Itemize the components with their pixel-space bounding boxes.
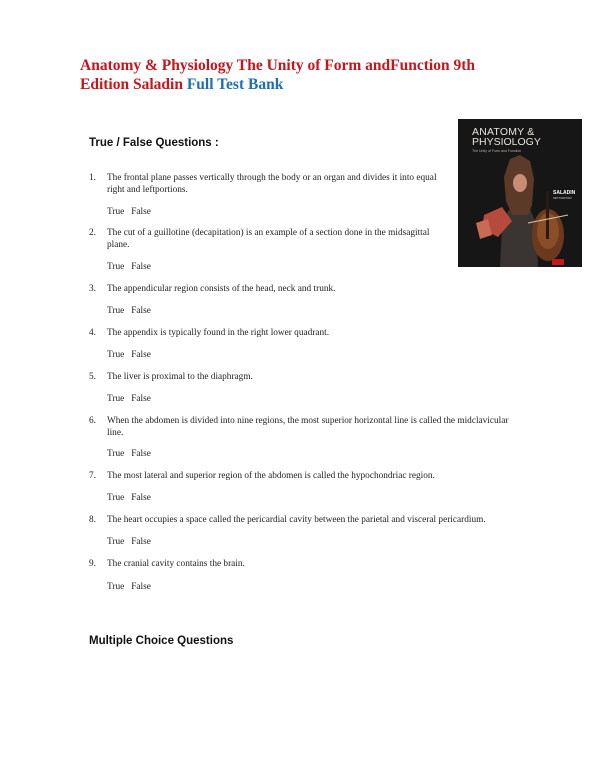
cover-author: SALADIN: [553, 190, 576, 196]
question-text: The liver is proximal to the diaphragm.: [107, 372, 253, 382]
true-false-options: True False: [107, 207, 151, 217]
section-heading-true-false: True / False Questions :: [89, 137, 219, 149]
question-line-2: line.: [107, 427, 124, 438]
question-number: 5.: [89, 372, 96, 382]
document-title: [80, 56, 500, 94]
title-line-2-red: Edition Saladin: [80, 76, 183, 93]
question-text: The appendicular region consists of the head, neck and trunk.: [107, 284, 336, 294]
true-false-options: True False: [107, 493, 151, 503]
question-line-1: The cut of a guillotine (decapitation) is an example of a section done in the midsagittal: [107, 228, 430, 238]
cover-subtitle: The Unity of Form and Function: [472, 149, 522, 153]
cover-title-line-2: PHYSIOLOGY: [472, 136, 541, 148]
question-text: The appendix is typically found in the right lower quadrant.: [107, 328, 330, 338]
question-text: The most lateral and superior region of the abdomen is called the hypochondriac region.: [107, 471, 435, 481]
cover-edition: NINTH EDITION: [553, 197, 572, 200]
question-number: 2.: [89, 228, 96, 238]
cover-title-line-1: ANATOMY &: [472, 126, 535, 138]
question-number: 3.: [89, 284, 96, 294]
question-number: 9.: [89, 559, 96, 569]
question-number: 8.: [89, 515, 96, 525]
true-false-options: True False: [107, 537, 151, 547]
book-cover-image: [458, 119, 582, 267]
question-number: 7.: [89, 471, 96, 481]
title-line-2-blue: Full Test Bank: [186, 76, 284, 93]
question-line-1: When the abdomen is divided into nine regions, the most superior horizontal line is called the midclavicular: [107, 416, 509, 426]
question-text: The heart occupies a space called the pericardial cavity between the parietal and visceral pericardium.: [107, 515, 486, 525]
question-number: 4.: [89, 328, 96, 338]
question-number: 1.: [89, 173, 96, 183]
true-false-options: True False: [107, 350, 151, 360]
question-text: [107, 173, 457, 196]
true-false-options: True False: [107, 582, 151, 592]
question-text: The cranial cavity contains the brain.: [107, 559, 245, 569]
true-false-options: True False: [107, 449, 151, 459]
true-false-options: True False: [107, 262, 151, 272]
question-line-1: The frontal plane passes vertically through the body or an organ and divides it into equal: [107, 173, 437, 183]
question-line-2: right and leftportions.: [107, 184, 188, 195]
question-text: [107, 416, 577, 439]
question-line-2: plane.: [107, 239, 130, 250]
title-line-1: Anatomy & Physiology The Unity of Form andFunction 9th: [80, 57, 475, 74]
true-false-options: True False: [107, 306, 151, 316]
question-number: 6.: [89, 416, 96, 426]
question-text: [107, 228, 457, 251]
true-false-options: True False: [107, 394, 151, 404]
section-heading-multiple-choice: Multiple Choice Questions: [89, 635, 234, 647]
